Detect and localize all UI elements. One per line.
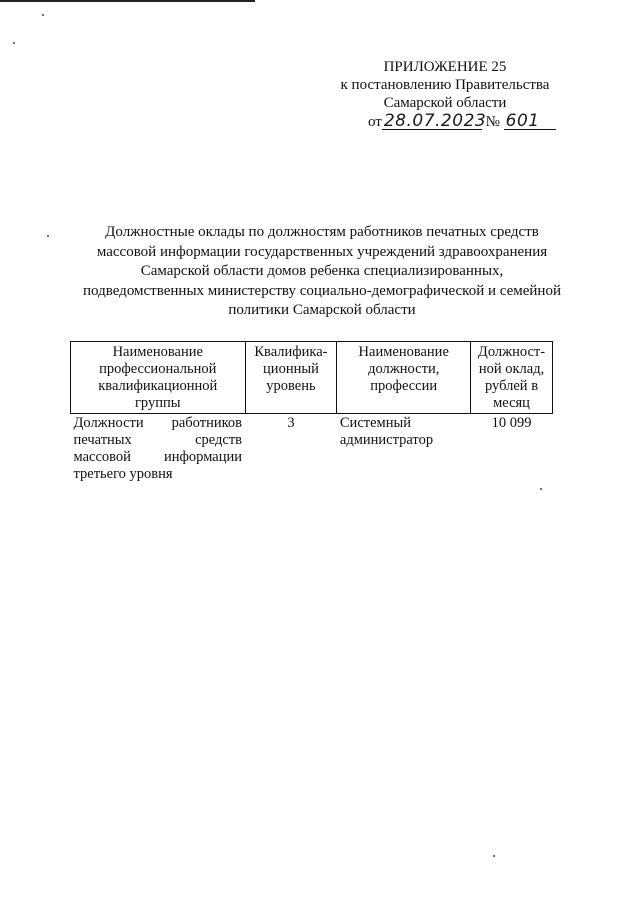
title-line: Самарской области домов ребенка специализированных, [140,263,504,279]
header-position: Наименование должности, профессии [337,342,471,414]
scan-speck [47,235,49,237]
handwritten-date: 28.07.2023 [383,111,487,131]
cell-salary: 10 099 [491,415,532,431]
appendix-region: Самарской области [383,95,507,111]
cell-level: 3 [287,415,295,431]
title-line: массовой информации государственных учреждений здравоохранения [96,243,548,260]
scan-speck [13,42,15,44]
date-prefix: от [368,114,382,130]
number-sign: № [485,114,500,130]
scan-speck [493,855,495,857]
handwritten-number: 601 [504,113,556,130]
appendix-resolution: к постановлению Правительства [340,77,550,93]
appendix-header [330,58,560,112]
table-header-row [71,342,553,414]
document-title [62,223,582,321]
table-row [71,414,553,485]
title-line: Должностные оклады по должностям работников печатных средств [105,224,539,240]
cell-group: Должности работников печатных средств массовой информации третьего уровня [73,415,243,482]
scan-speck [42,14,44,16]
title-line: подведомственных министерству социально-демографической и семейной [83,282,561,299]
header-group: Наименование профессиональной квалификационной группы [71,342,246,414]
appendix-date-line [368,113,556,131]
salary-table [70,341,553,484]
cell-position: Системный администратор [339,415,434,448]
top-edge-line [0,0,255,2]
scan-speck [540,488,542,490]
appendix-number: ПРИЛОЖЕНИЕ 25 [383,59,507,75]
title-line: политики Самарской области [228,302,416,318]
header-salary: Должност- ной оклад, рублей в месяц [471,342,553,414]
header-level: Квалифика- ционный уровень [245,342,337,414]
